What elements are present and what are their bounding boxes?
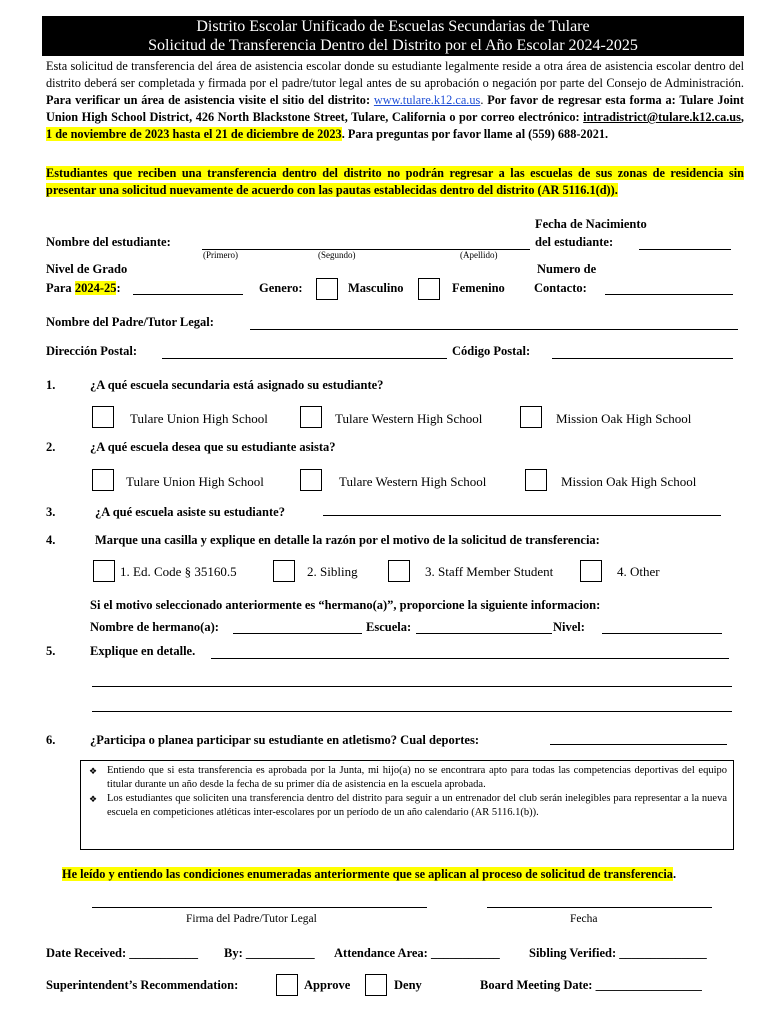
- q1-mission-oak-label: Mission Oak High School: [556, 411, 692, 426]
- second-name-hint: (Segundo): [318, 250, 356, 260]
- sibling-name-field[interactable]: [233, 633, 362, 634]
- q1-tulare-union-checkbox[interactable]: [92, 406, 114, 428]
- email-link[interactable]: intradistrict@tulare.k12.ca.us: [583, 110, 741, 124]
- athletics-note-2: ❖ Los estudiantes que soliciten una transferencia dentro del distrito para seguir a un entrenador del club serán inelegibles para representar a la nueva escuela en competiciones atléticas inter-escolares por un período de un año calendario (AR 5116.1(b)).: [107, 792, 727, 820]
- contact-field[interactable]: [605, 294, 733, 295]
- q5-number: 5.: [46, 644, 56, 658]
- reason-staff-checkbox[interactable]: [388, 560, 410, 582]
- dob-label-line2: del estudiante:: [535, 235, 614, 249]
- acknowledge-text: He leído y entiendo las condiciones enumeradas anteriormente que se aplican al proceso de solicitud de transferencia.: [62, 867, 677, 881]
- zip-label: Código Postal:: [452, 344, 531, 358]
- last-name-hint: (Apellido): [460, 250, 498, 260]
- dob-label-line1: Fecha de Nacimiento: [535, 217, 647, 231]
- female-label: Femenino: [452, 281, 505, 295]
- parent-name-field[interactable]: [250, 329, 738, 330]
- form-title: Solicitud de Transferencia Dentro del Distrito por el Año Escolar 2024-2025: [148, 37, 638, 54]
- grade-label-line1: Nivel de Grado: [46, 262, 128, 276]
- parent-name-label: Nombre del Padre/Tutor Legal:: [46, 315, 214, 329]
- first-name-hint: (Primero): [203, 250, 238, 260]
- deny-checkbox[interactable]: [365, 974, 387, 996]
- reason-sibling-checkbox[interactable]: [273, 560, 295, 582]
- attendance-area: Attendance Area: ___________: [334, 946, 500, 960]
- zip-field[interactable]: [552, 358, 733, 359]
- q2-tulare-western-label: Tulare Western High School: [339, 474, 487, 489]
- q2-mission-oak-label: Mission Oak High School: [561, 474, 697, 489]
- reason-ed-code-label: 1. Ed. Code § 35160.5: [120, 564, 237, 579]
- reason-staff-label: 3. Staff Member Student: [425, 564, 554, 579]
- q4-number: 4.: [46, 533, 56, 547]
- q2-mission-oak-checkbox[interactable]: [525, 469, 547, 491]
- contact-phone-text: . Para preguntas por favor llame al (559) 688-2021.: [341, 127, 609, 141]
- sibling-verified: Sibling Verified: ______________: [529, 946, 707, 960]
- approve-label: Approve: [304, 978, 351, 992]
- q2-tulare-western-checkbox[interactable]: [300, 469, 322, 491]
- q6-field[interactable]: [550, 744, 727, 745]
- signature-date-field[interactable]: [487, 907, 712, 908]
- reason-other-label: 4. Other: [617, 564, 660, 579]
- q3-number: 3.: [46, 505, 56, 519]
- grade-label-line2: Para 2024-25:: [46, 281, 121, 295]
- verify-text: Para verificar un área de asistencia visite el sitio del distrito:: [46, 93, 374, 107]
- approve-checkbox[interactable]: [276, 974, 298, 996]
- address-field[interactable]: [162, 358, 447, 359]
- grade-field[interactable]: [133, 294, 243, 295]
- parent-signature-field[interactable]: [92, 907, 427, 908]
- q4-text: Marque una casilla y explique en detalle la razón por el motivo de la solicitud de transferencia:: [95, 533, 600, 547]
- athletics-note-1: ❖ Entiendo que si esta transferencia es aprobada por la Junta, mi hijo(a) no se encontrara apto para todas las competencias deportivas del equipo titular durante un año desde la fecha de su primer día de asistencia en la escuela aprobada.: [107, 764, 727, 792]
- contact-label-line2: Contacto:: [534, 281, 587, 295]
- q2-tulare-union-label: Tulare Union High School: [126, 474, 264, 489]
- sibling-note: Si el motivo seleccionado anteriormente es “hermano(a)”, proporcione la siguiente informacion:: [90, 598, 601, 612]
- gender-label: Genero:: [259, 281, 303, 295]
- dob-field[interactable]: [639, 249, 731, 250]
- female-checkbox[interactable]: [418, 278, 440, 300]
- q2-text: ¿A qué escuela desea que su estudiante asista?: [90, 440, 336, 454]
- q1-tulare-western-checkbox[interactable]: [300, 406, 322, 428]
- reason-other-checkbox[interactable]: [580, 560, 602, 582]
- q3-text: ¿A qué escuela asiste su estudiante?: [95, 505, 285, 519]
- reason-ed-code-checkbox[interactable]: [93, 560, 115, 582]
- q2-tulare-union-checkbox[interactable]: [92, 469, 114, 491]
- q5-text: Explique en detalle.: [90, 644, 196, 658]
- deny-label: Deny: [394, 978, 422, 992]
- superintendent-recommendation-label: Superintendent’s Recommendation:: [46, 978, 239, 992]
- male-label: Masculino: [348, 281, 404, 295]
- male-checkbox[interactable]: [316, 278, 338, 300]
- district-title: Distrito Escolar Unificado de Escuelas Secundarias de Tulare: [196, 18, 590, 35]
- date-received: Date Received: ___________: [46, 946, 199, 960]
- q3-field[interactable]: [323, 515, 721, 516]
- q2-number: 2.: [46, 440, 56, 454]
- q1-tulare-western-label: Tulare Western High School: [335, 411, 483, 426]
- warning-paragraph: Estudiantes que reciben una transferencia dentro del distrito no podrán regresar a las escuelas de sus zonas de residencia sin presentar una solicitud nuevamente de acuerdo con las pautas establecidas dentro del distrito (AR 5116.1(d)).: [46, 166, 744, 197]
- signature-date-label: Fecha: [570, 913, 598, 925]
- return-instructions: Por favor de regresar esta forma a: Tulare Joint Union High School District, 426 North Blackstone Street, Tulare, California o por correo electrónico:: [46, 93, 744, 124]
- district-website-link[interactable]: www.tulare.k12.ca.us: [373, 93, 481, 107]
- q5-field-line2[interactable]: [92, 686, 732, 687]
- q1-tulare-union-label: Tulare Union High School: [130, 411, 268, 426]
- athletics-notes-box: [80, 760, 734, 850]
- q1-number: 1.: [46, 378, 56, 392]
- sibling-level-field[interactable]: [602, 633, 722, 634]
- deadline-text: 1 de noviembre de 2023 hasta el 21 de diciembre de 2023: [46, 127, 342, 141]
- q1-mission-oak-checkbox[interactable]: [520, 406, 542, 428]
- received-by: By: ___________: [224, 946, 315, 960]
- q5-field-line1[interactable]: [211, 658, 729, 659]
- parent-signature-label: Firma del Padre/Tutor Legal: [186, 913, 317, 925]
- address-label: Dirección Postal:: [46, 344, 138, 358]
- intro-paragraph: Esta solicitud de transferencia del área de asistencia escolar donde su estudiante legalmente reside a otra área de asistencia escolar dentro del distrito deberá ser completada y firmada por el padre/tutor legal antes de su aprobación o negación por parte del Consejo de Administración. Para verificar un área de asistencia visite el sitio del distrito: www.tulare.k12.ca.us. Por favor de regresar esta forma a: Tulare Joint Union High School District, 426 North Blackstone Street, Tulare, California o por correo electrónico: intradistrict@tulare.k12.ca.us, 1 de noviembre de 2023 hasta el 21 de diciembre de 2023. Para preguntas por favor llame al (559) 688-2021.: [46, 59, 744, 141]
- contact-label-line1: Numero de: [537, 262, 597, 276]
- sibling-school-field[interactable]: [416, 633, 552, 634]
- sibling-school-label: Escuela:: [366, 620, 412, 634]
- q5-field-line3[interactable]: [92, 711, 732, 712]
- board-meeting-date: Board Meeting Date: _________________: [480, 978, 702, 992]
- intro-text: Esta solicitud de transferencia del área de asistencia escolar donde su estudiante legalmente reside a otra área de asistencia escolar dentro del distrito deberá ser completada y firmada por el padre/tutor legal antes de su aprobación o negación por parte del Consejo de Administración.: [46, 59, 744, 90]
- sibling-level-label: Nivel:: [553, 620, 585, 634]
- reason-sibling-label: 2. Sibling: [307, 564, 358, 579]
- q1-text: ¿A qué escuela secundaria está asignado su estudiante?: [90, 378, 384, 392]
- form-header: [42, 16, 744, 56]
- q6-number: 6.: [46, 733, 56, 747]
- q6-text: ¿Participa o planea participar su estudiante en atletismo? Cual deportes:: [90, 733, 479, 747]
- sibling-name-label: Nombre de hermano(a):: [90, 620, 219, 634]
- student-name-label: Nombre del estudiante:: [46, 235, 171, 249]
